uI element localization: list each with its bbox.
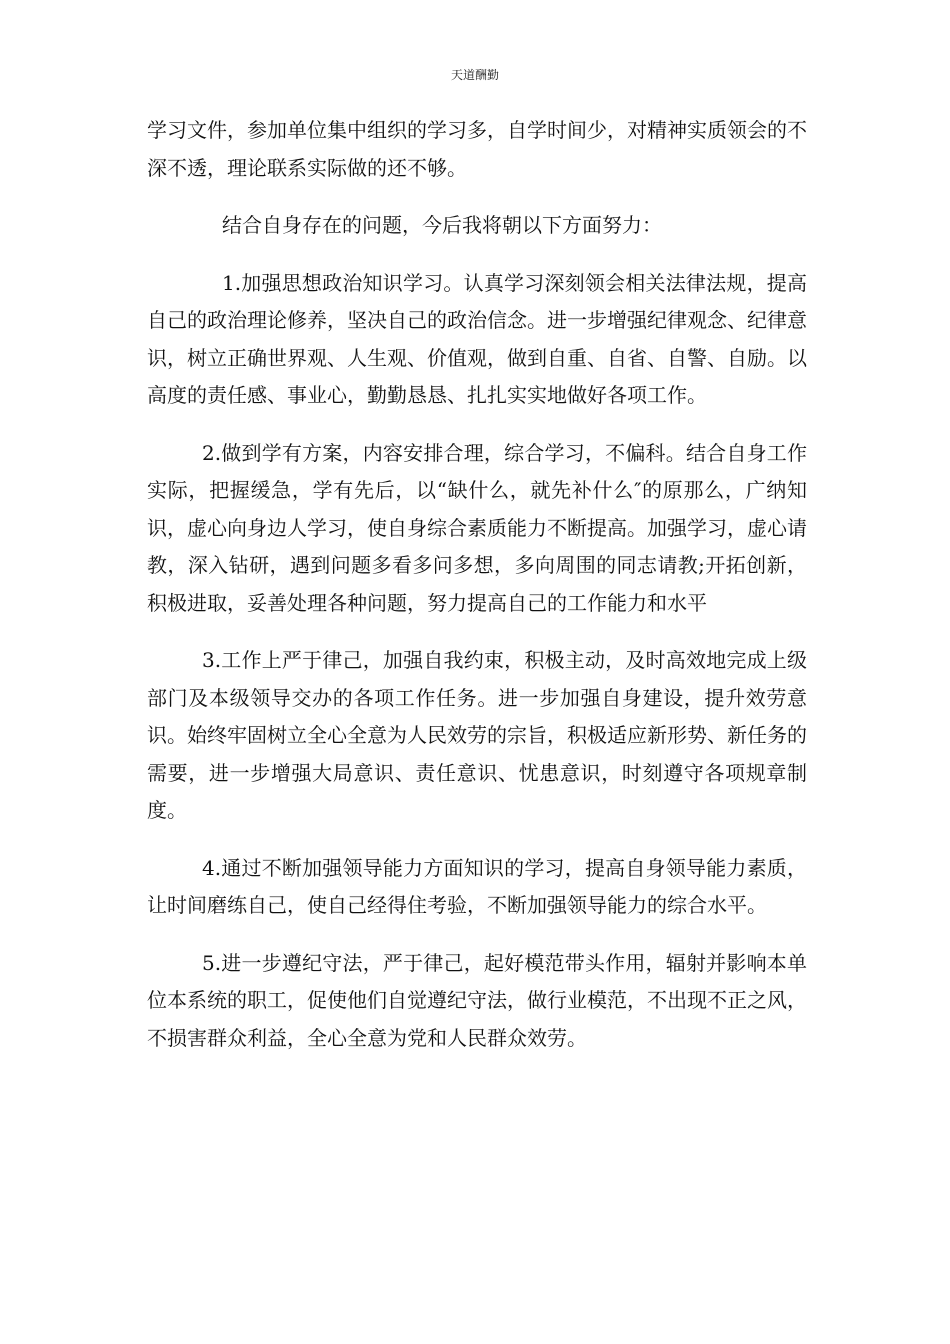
paragraph-item-3: 3.工作上严于律己，加强自我约束，积极主动，及时高效地完成上级部门及本级领导交办的各项工作任务。进一步加强自身建设，提升效劳意识。始终牢固树立全心全意为人民效劳的宗旨，积极适应新形势、新任务的需要，进一步增强大局意识、责任意识、忧患意识，时刻遵守各项规章制度。 xyxy=(147,648,807,822)
paragraph-continuation: 学习文件，参加单位集中组织的学习多，自学时间少，对精神实质领会的不深不透，理论联系实际做的还不够。 xyxy=(147,118,807,180)
page-header: 天道酬勤 xyxy=(450,68,499,82)
paragraph-intro: 结合自身存在的问题，今后我将朝以下方面努力： xyxy=(222,213,662,237)
document-body xyxy=(147,112,807,1077)
paragraph-item-1: 1.加强思想政治知识学习。认真学习深刻领会相关法律法规，提高自己的政治理论修养，坚决自己的政治信念。进一步增强纪律观念、纪律意识，树立正确世界观、人生观、价值观，做到自重、自省、自警、自励。以高度的责任感、事业心，勤勤恳恳、扎扎实实地做好各项工作。 xyxy=(147,270,807,407)
paragraph-item-5: 5.进一步遵纪守法，严于律己，起好模范带头作用，辐射并影响本单位本系统的职工，促使他们自觉遵纪守法，做行业模范，不出现不正之风，不损害群众利益，全心全意为党和人民群众效劳。 xyxy=(147,950,807,1050)
paragraph-item-2: 2.做到学有方案，内容安排合理，综合学习，不偏科。结合自身工作实际，把握缓急，学有先后，以“缺什么，就先补什么″的原那么，广纳知识，虚心向身边人学习，使自身综合素质能力不断提高。加强学习，虚心请教，深入钻研，遇到问题多看多问多想，多向周围的同志请教;开拓创新，积极进取，妥善处理各种问题，努力提高自己的工作能力和水平 xyxy=(147,440,807,615)
paragraph-item-4: 4.通过不断加强领导能力方面知识的学习，提高自身领导能力素质，让时间磨练自己，使自己经得住考验，不断加强领导能力的综合水平。 xyxy=(147,855,807,917)
